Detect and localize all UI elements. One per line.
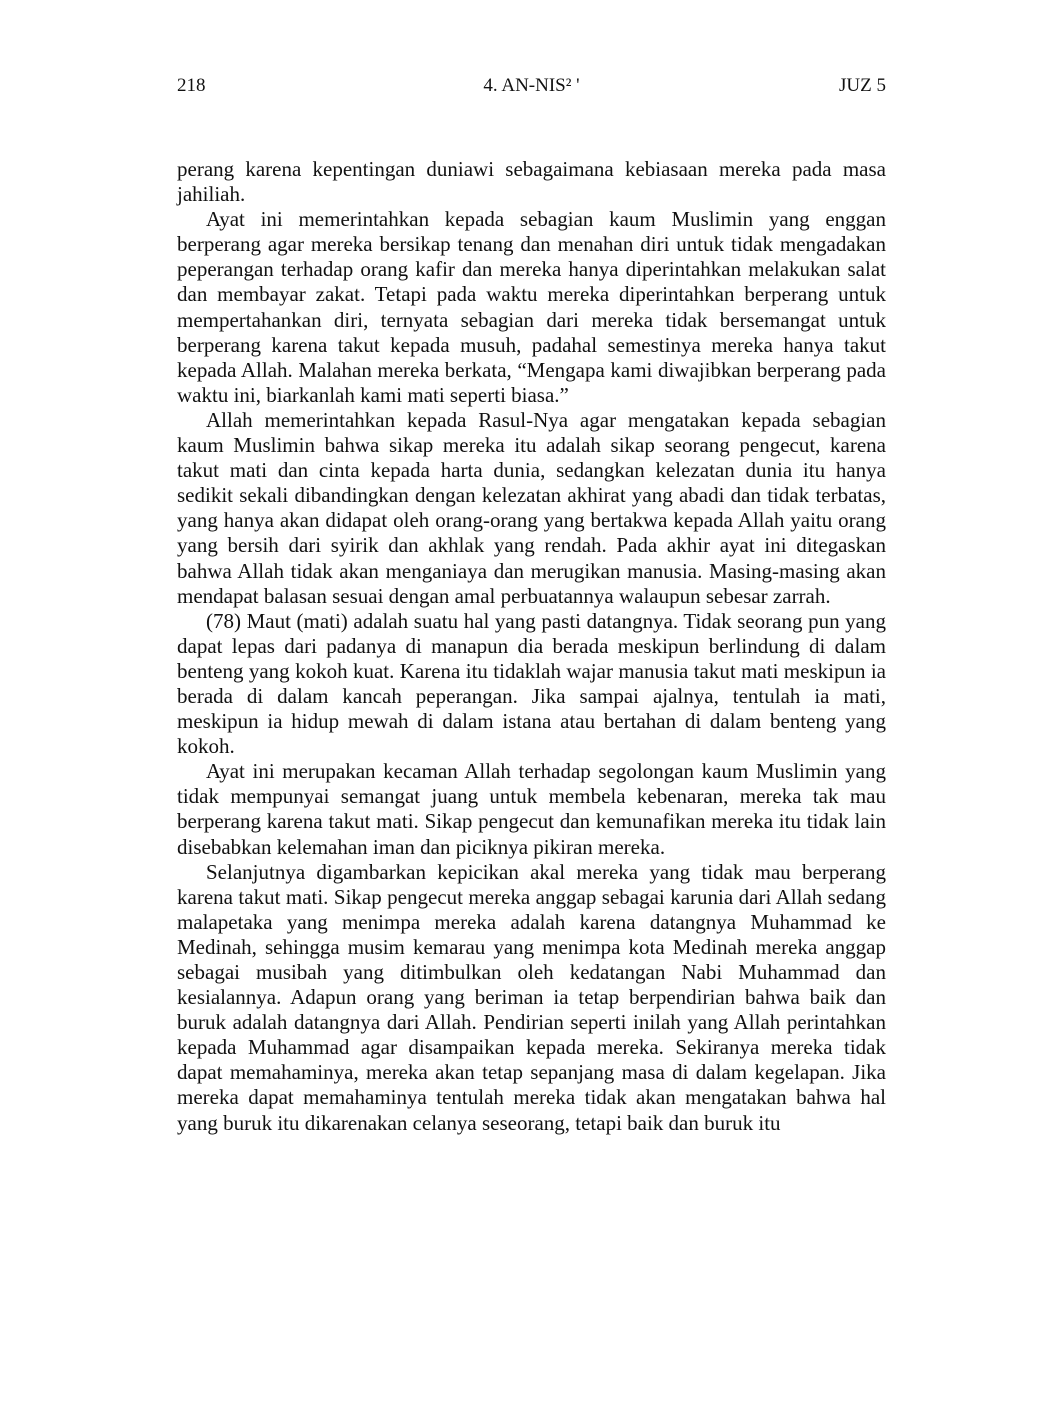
juz-label: JUZ 5 (839, 75, 886, 96)
paragraph: Allah memerintahkan kepada Rasul-Nya agar mengatakan kepada sebagian kaum Muslimin bahwa sikap mereka itu adalah sikap seorang pengecut, karena takut mati dan cinta kepada harta dunia, sedangkan kelezatan dunia itu hanya sedikit sekali dibandingkan dengan kelezatan akhirat yang abadi dan tidak terbatas, yang hanya akan didapat oleh orang-orang yang bertakwa kepada Allah yaitu orang yang bersih dari syirik dan akhlak yang rendah. Pada akhir ayat ini ditegaskan bahwa Allah tidak akan menganiaya dan merugikan manusia. Masing-masing akan mendapat balasan sesuai dengan amal perbuatannya walaupun sebesar zarrah. (177, 407, 886, 608)
chapter-title: 4. AN-NIS² ' (483, 75, 580, 96)
running-header (177, 72, 886, 100)
page-number: 218 (177, 75, 206, 96)
paragraph: Ayat ini memerintahkan kepada sebagian kaum Muslimin yang enggan berperang agar mereka bersikap tenang dan menahan diri untuk tidak mengadakan peperangan terhadap orang kafir dan mereka hanya diperintahkan melakukan salat dan membayar zakat. Tetapi pada waktu mereka diperintahkan berperang untuk mempertahankan diri, ternyata sebagian dari mereka tidak bersemangat untuk berperang karena takut kepada musuh, padahal semestinya mereka hanya takut kepada Allah. Malahan mereka berkata, “Mengapa kami diwajibkan berperang pada waktu ini, biarkanlah kami mati seperti biasa.” (177, 207, 886, 407)
paragraph: Ayat ini merupakan kecaman Allah terhadap segolongan kaum Muslimin yang tidak mempunyai semangat juang untuk membela kebenaran, mereka tak mau berperang karena takut mati. Sikap pengecut dan kemunafikan mereka itu tidak lain disebabkan kelemahan iman dan piciknya pikiran mereka. (177, 759, 886, 859)
paragraph: Selanjutnya digambarkan kepicikan akal mereka yang tidak mau berperang karena takut mati. Sikap pengecut mereka anggap sebagai karunia dari Allah sedang malapetaka yang menimpa mereka adalah karena datangnya Muhammad ke Medinah, sehingga musim kemarau yang menimpa kota Medinah mereka anggap sebagai musibah yang ditimbulkan oleh kedatangan Nabi Muhammad dan kesialannya. Adapun orang yang beriman ia tetap berpendirian bahwa baik dan buruk adalah datangnya dari Allah. Pendirian seperti inilah yang Allah perintahkan kepada Muhammad agar disampaikan kepada mereka. Sekiranya mereka tidak dapat memahaminya, mereka akan tetap sepanjang masa di dalam kegelapan. Jika mereka dapat memahaminya tentulah mereka tidak akan mengatakan bahwa hal yang buruk itu dikarenakan celanya seseorang, tetapi baik dan buruk itu (177, 859, 886, 1135)
body-text (177, 157, 886, 1136)
paragraph: (78) Maut (mati) adalah suatu hal yang pasti datangnya. Tidak seorang pun yang dapat lepas dari padanya di manapun dia berada meskipun berlindung di dalam benteng yang kokoh kuat. Karena itu tidaklah wajar manusia takut mati meskipun ia berada di dalam kancah peperangan. Jika sampai ajalnya, tentulah ia mati, meskipun ia hidup mewah di dalam istana atau bertahan di dalam benteng yang kokoh. (177, 608, 886, 759)
paragraph: perang karena kepentingan duniawi sebagaimana kebiasaan mereka pada masa jahiliah. (177, 157, 886, 207)
